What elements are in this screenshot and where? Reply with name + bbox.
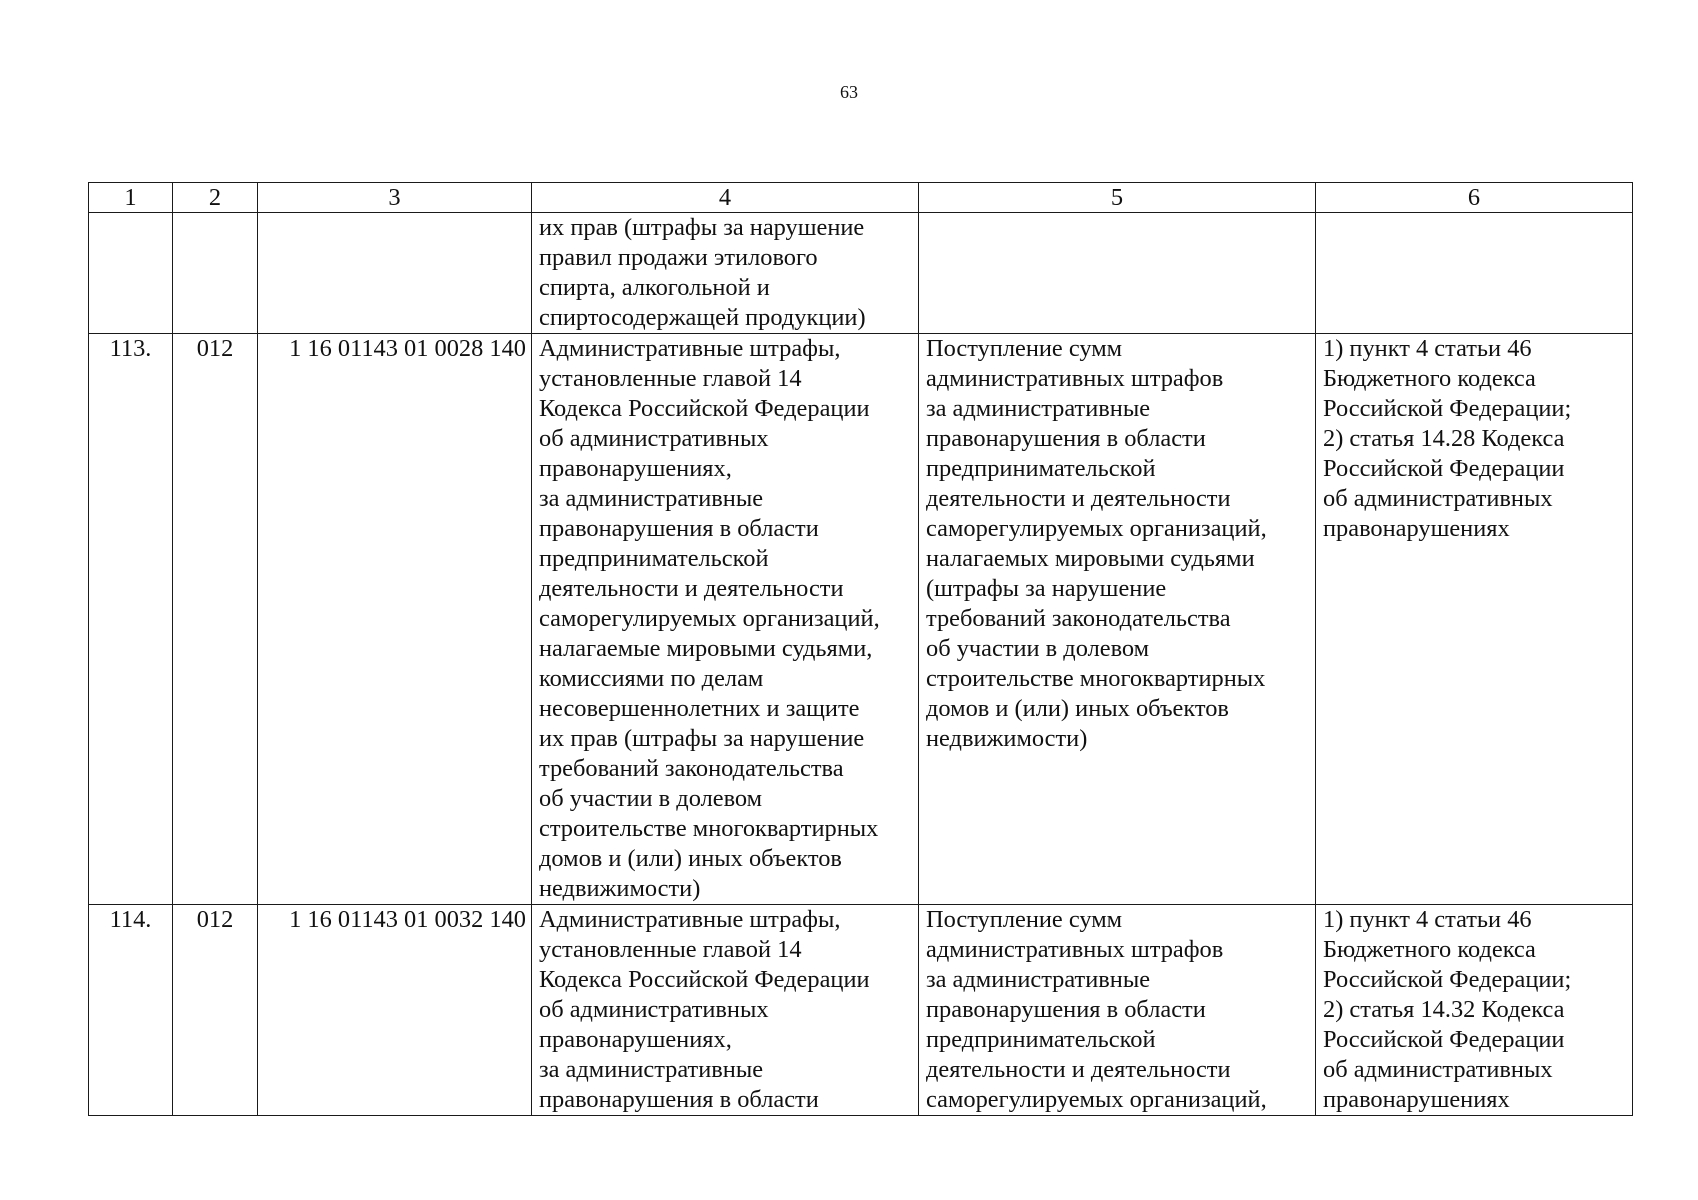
table-row [89,334,1633,905]
purpose-cell: Поступление сумм административных штрафов за административные правонарушения в области предпринимательской деятельности и деятельности саморегулируемых организаций, налагаемых мировыми судьями (штрафы за нарушение требований законодательства об участии в долевом строительстве многоквартирных домов и (или) иных объектов недвижимости) [919,334,1316,905]
legal-basis-cell [1316,213,1633,334]
admin-code-cell: 012 [173,334,258,905]
column-header-5: 5 [919,183,1316,213]
table-row [89,905,1633,1116]
legal-basis-cell: 1) пункт 4 статьи 46 Бюджетного кодекса Российской Федерации; 2) статья 14.28 Кодекса Российской Федерации об административных правонарушениях [1316,334,1633,905]
revenue-code-cell [258,213,532,334]
admin-code-cell [173,213,258,334]
purpose-cell: Поступление сумм административных штрафов за административные правонарушения в области предпринимательской деятельности и деятельности саморегулируемых организаций, [919,905,1316,1116]
budget-codes-table [88,182,1633,1116]
row-number-cell: 113. [89,334,173,905]
description-cell: Административные штрафы, установленные главой 14 Кодекса Российской Федерации об административных правонарушениях, за административные правонарушения в области [532,905,919,1116]
revenue-code-cell: 1 16 01143 01 0032 140 [258,905,532,1116]
page-number: 63 [840,82,858,102]
row-number-cell: 114. [89,905,173,1116]
description-cell: Административные штрафы, установленные главой 14 Кодекса Российской Федерации об административных правонарушениях, за административные правонарушения в области предпринимательской деятельности и деятельности саморегулируемых организаций, налагаемые мировыми судьями, комиссиями по делам несовершеннолетних и защите их прав (штрафы за нарушение требований законодательства об участии в долевом строительстве многоквартирных домов и (или) иных объектов недвижимости) [532,334,919,905]
table-header [89,183,1633,213]
column-header-2: 2 [173,183,258,213]
revenue-code-cell: 1 16 01143 01 0028 140 [258,334,532,905]
description-cell: их прав (штрафы за нарушение правил продажи этилового спирта, алкогольной и спиртосодержащей продукции) [532,213,919,334]
table-row [89,213,1633,334]
column-header-4: 4 [532,183,919,213]
table-body [89,213,1633,1116]
purpose-cell [919,213,1316,334]
column-header-6: 6 [1316,183,1633,213]
header-row [89,183,1633,213]
admin-code-cell: 012 [173,905,258,1116]
column-header-3: 3 [258,183,532,213]
column-header-1: 1 [89,183,173,213]
legal-basis-cell: 1) пункт 4 статьи 46 Бюджетного кодекса Российской Федерации; 2) статья 14.32 Кодекса Российской Федерации об административных правонарушениях [1316,905,1633,1116]
row-number-cell [89,213,173,334]
